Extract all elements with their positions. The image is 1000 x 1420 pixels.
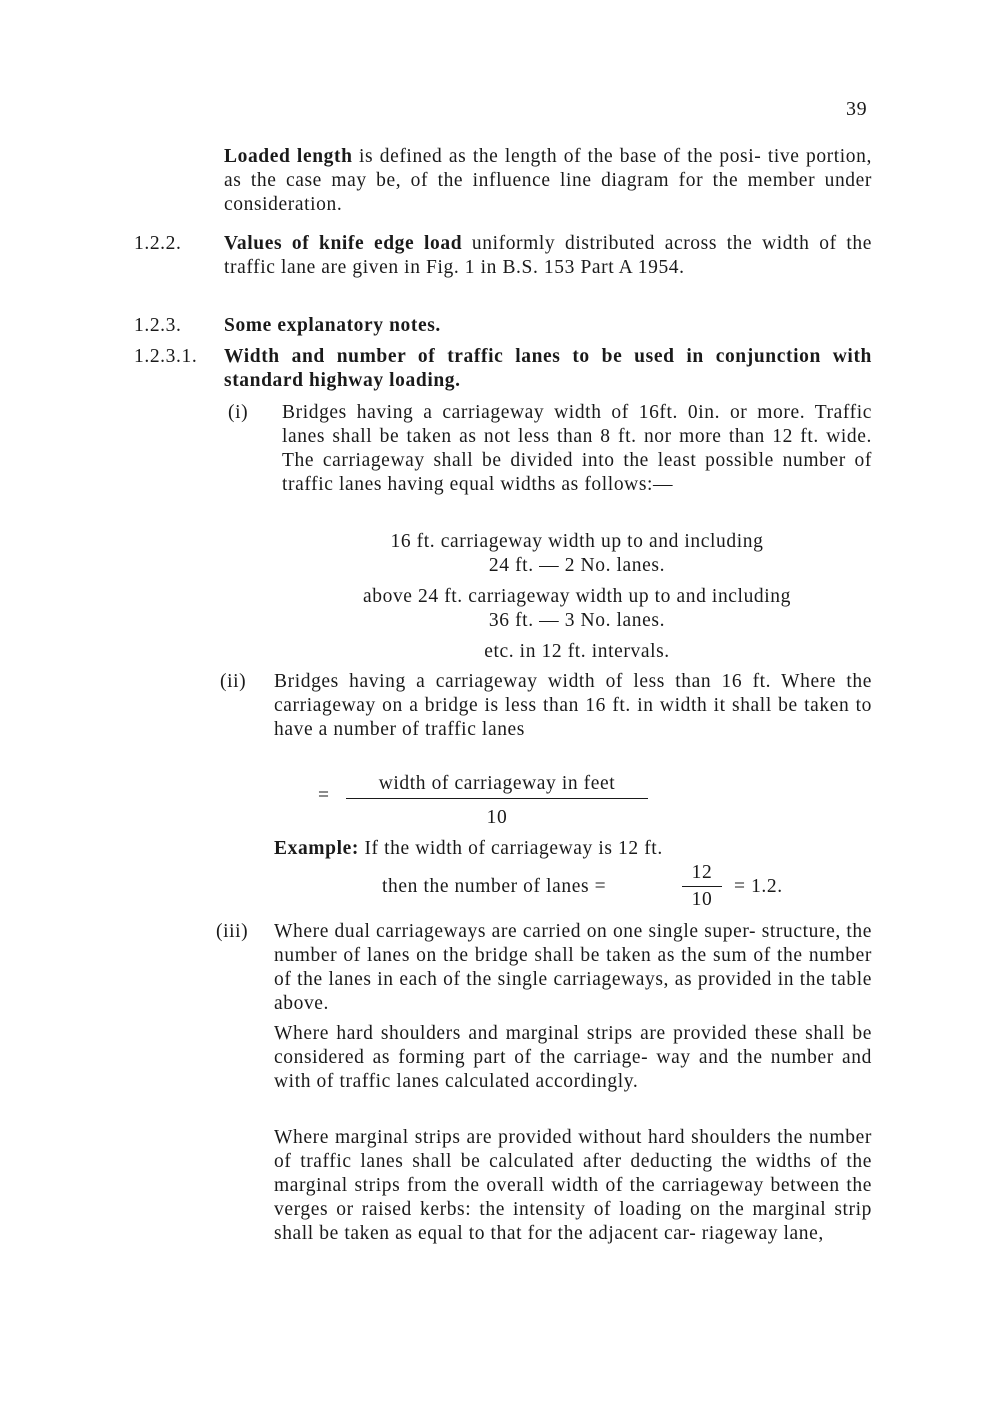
example-fraction-bar (682, 886, 722, 887)
example-numerator: 12 (691, 862, 713, 883)
section-1-2-3-heading: Some explanatory notes. (224, 315, 441, 336)
example-text: If the width of carriageway is 12 ft. (358, 838, 663, 859)
item-iii-paragraph-3: Where marginal strips are provided without hard shoulders the number of traffic lanes shall be calculated after deducting the widths of the marginal strips from the overall width of the carriageway between the verges or raised kerbs: the intensity of loading on the marginal strip shall be taken as equal to that for the adjacent car- riageway lane, (274, 1127, 872, 1244)
section-1-2-3-1-heading: Width and number of traffic lanes to be used in conjunction with standard highway loading. (224, 346, 872, 391)
section-1-2-2-number: 1.2.2. (134, 233, 182, 254)
formula-numerator: width of carriageway in feet (378, 773, 616, 794)
example-then-text: then the number of lanes = (382, 876, 607, 897)
item-iii-paragraph-2: Where hard shoulders and marginal strips are provided these shall be considered as forming part of the carriage- way and the number and with of traffic lanes calculated accordingly. (274, 1023, 872, 1092)
formula-fraction-bar (346, 798, 648, 799)
section-1-2-3-1-number: 1.2.3.1. (134, 346, 198, 367)
page-number: 39 (846, 98, 868, 120)
example-line (274, 837, 872, 861)
item-i-marker: (i) (228, 402, 249, 423)
section-1-2-3-number: 1.2.3. (134, 315, 182, 336)
lane-rule-3: etc. in 12 ft. intervals. (484, 641, 670, 662)
loaded-length-term: Loaded length (224, 146, 353, 167)
knife-edge-term: Values of knife edge load (224, 233, 463, 254)
loaded-length-text: is defined as the length of the base of the posi- tive portion, as the case may be, of the influence line diagram for the member under consideration. (224, 146, 872, 215)
lane-rule-1-line-1: 16 ft. carriageway width up to and including (390, 531, 764, 552)
example-label: Example: (274, 838, 359, 859)
item-ii-marker: (ii) (220, 671, 247, 692)
item-ii-paragraph: Bridges having a carriageway width of less than 16 ft. Where the carriageway on a bridge is less than 16 ft. in width it shall be taken to have a number of traffic lanes (274, 671, 872, 740)
formula-equals: = (318, 785, 330, 806)
lane-rule-1-line-2: 24 ft. — 2 No. lanes. (488, 555, 666, 576)
item-i-paragraph: Bridges having a carriageway width of 16ft. 0in. or more. Traffic lanes shall be taken as not less than 8 ft. nor more than 12 ft. wide. The carriageway shall be divided into the least possible number of traffic lanes having equal widths as follows:— (282, 402, 872, 495)
example-denominator: 10 (691, 889, 713, 910)
section-1-2-2-paragraph (224, 232, 872, 280)
example-result: = 1.2. (734, 876, 783, 897)
lane-rule-2-line-1: above 24 ft. carriageway width up to and including (362, 586, 791, 607)
item-iii-marker: (iii) (216, 921, 249, 942)
lane-rule-2-line-2: 36 ft. — 3 No. lanes. (488, 610, 666, 631)
item-iii-paragraph-1: Where dual carriageways are carried on one single super- structure, the number of lanes on the bridge shall be taken as the sum of the number of the lanes in each of the single carriageways, as provided in the table above. (274, 921, 872, 1014)
formula-denominator: 10 (486, 807, 508, 828)
loaded-length-paragraph (224, 145, 872, 217)
knife-edge-text: uniformly distributed across the width of the traffic lane are given in Fig. 1 in B.S. 153 Part A 1954. (224, 233, 872, 278)
